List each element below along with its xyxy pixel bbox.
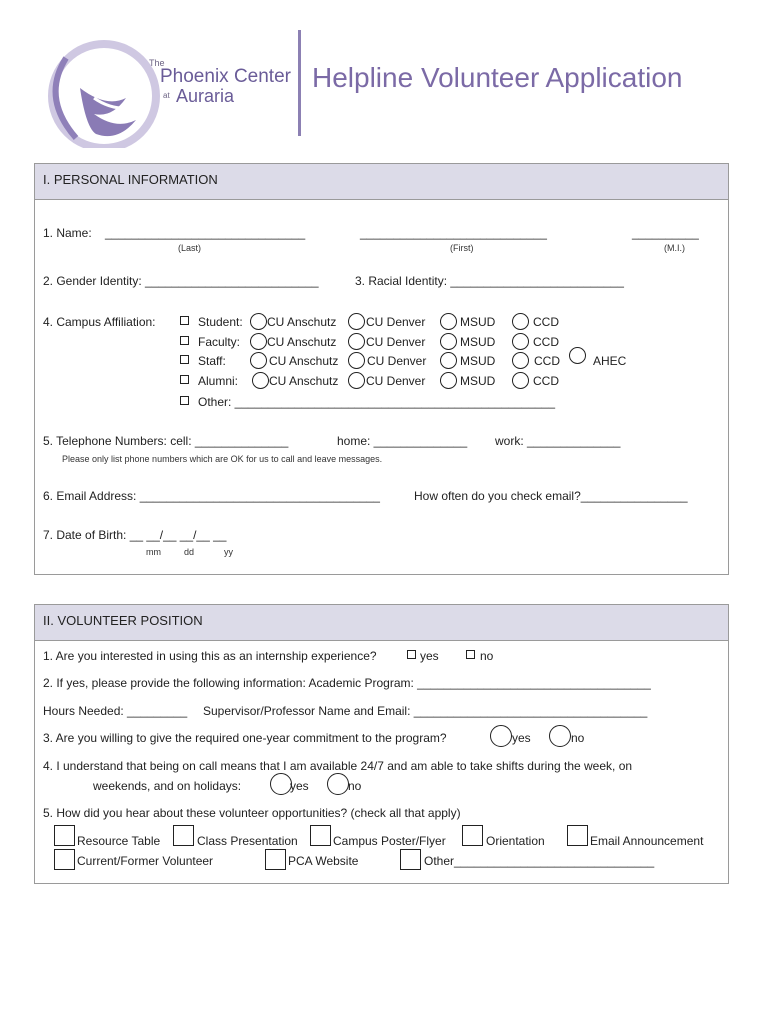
logo	[36, 38, 296, 148]
q1-yes-label: yes	[420, 649, 439, 663]
hours-needed-field[interactable]: Hours Needed: _________	[43, 704, 188, 718]
checkbox[interactable]	[265, 849, 286, 870]
checkbox[interactable]	[567, 825, 588, 846]
q4-text-line1: 4. I understand that being on call means that I am available 24/7 and am able to take shifts during the week, on	[43, 759, 633, 773]
racial-field[interactable]: 3. Racial Identity: __________________________	[355, 274, 624, 288]
radio[interactable]	[270, 773, 292, 795]
checkbox[interactable]	[54, 849, 75, 870]
radio[interactable]	[327, 773, 349, 795]
logo-place: Auraria	[176, 86, 235, 106]
dob-yy: yy	[224, 547, 233, 557]
radio[interactable]	[348, 352, 365, 369]
logo-the: The	[149, 58, 165, 68]
header-divider	[298, 30, 301, 136]
checkbox[interactable]	[462, 825, 483, 846]
radio[interactable]	[512, 313, 529, 330]
source-label: Email Announcement	[590, 834, 704, 848]
radio[interactable]	[440, 372, 457, 389]
source-label: PCA Website	[288, 854, 359, 868]
radio[interactable]	[549, 725, 571, 747]
radio[interactable]	[512, 372, 529, 389]
option-label: CCD	[533, 315, 559, 329]
option-label: AHEC	[593, 354, 627, 368]
option-label: MSUD	[460, 335, 496, 349]
supervisor-field[interactable]: Supervisor/Professor Name and Email: ___________________________________	[203, 704, 648, 718]
first-name-field[interactable]: ____________________________	[360, 226, 547, 240]
source-label: Orientation	[486, 834, 545, 848]
checkbox[interactable]	[180, 316, 189, 325]
dob-field[interactable]: 7. Date of Birth: __ __/__ __/__ __	[43, 528, 227, 542]
radio[interactable]	[440, 313, 457, 330]
q5-text: 5. How did you hear about these volunteer opportunities? (check all that apply)	[43, 806, 461, 820]
option-label: CU Denver	[367, 354, 427, 368]
q4-text-line2: weekends, and on holidays:	[93, 779, 242, 793]
q3-text: 3. Are you willing to give the required one-year commitment to the program?	[43, 731, 447, 745]
page-title: Helpline Volunteer Application	[312, 62, 683, 93]
home-phone-field[interactable]: home: ______________	[337, 434, 468, 448]
checkbox[interactable]	[180, 336, 189, 345]
last-name-field[interactable]: ______________________________	[105, 226, 306, 240]
other-source-field[interactable]: Other______________________________	[424, 854, 655, 868]
logo-at: at	[163, 91, 170, 100]
checkbox[interactable]	[173, 825, 194, 846]
row-label: Student:	[198, 315, 243, 329]
radio[interactable]	[512, 352, 529, 369]
checkbox[interactable]	[400, 849, 421, 870]
section-heading: II. VOLUNTEER POSITION	[35, 605, 728, 641]
q4-yes-label: yes	[290, 779, 309, 793]
option-label: CCD	[533, 335, 559, 349]
first-caption: (First)	[450, 243, 474, 253]
checkbox[interactable]	[466, 650, 475, 659]
dob-mm: mm	[146, 547, 161, 557]
option-label: CU Denver	[366, 335, 426, 349]
logo-name: Phoenix Center	[160, 66, 291, 87]
checkbox[interactable]	[310, 825, 331, 846]
campus-label: 4. Campus Affiliation:	[43, 315, 156, 329]
checkbox[interactable]	[180, 355, 189, 364]
q1-text: 1. Are you interested in using this as an internship experience?	[43, 649, 377, 663]
option-label: CU Anschutz	[267, 335, 337, 349]
option-label: CU Anschutz	[269, 354, 339, 368]
last-caption: (Last)	[178, 243, 202, 253]
source-label: Campus Poster/Flyer	[333, 834, 446, 848]
q3-no-label: no	[571, 731, 585, 745]
radio[interactable]	[512, 333, 529, 350]
radio[interactable]	[348, 313, 365, 330]
radio[interactable]	[348, 372, 365, 389]
work-phone-field[interactable]: work: ______________	[495, 434, 621, 448]
dob-dd: dd	[184, 547, 195, 557]
radio[interactable]	[348, 333, 365, 350]
row-label: Staff:	[198, 354, 226, 368]
radio[interactable]	[250, 313, 267, 330]
email-field[interactable]: 6. Email Address: ____________________________________	[43, 489, 380, 503]
option-label: CU Anschutz	[269, 374, 339, 388]
radio[interactable]	[440, 352, 457, 369]
option-label: MSUD	[460, 374, 496, 388]
phone-note: Please only list phone numbers which are OK for us to call and leave messages.	[62, 454, 383, 464]
checkbox[interactable]	[54, 825, 75, 846]
radio[interactable]	[250, 333, 267, 350]
mi-caption: (M.I.)	[664, 243, 685, 253]
checkbox[interactable]	[407, 650, 416, 659]
radio[interactable]	[569, 347, 586, 364]
q3-yes-label: yes	[512, 731, 531, 745]
radio[interactable]	[252, 372, 269, 389]
row-label: Faculty:	[198, 335, 241, 349]
source-label: Class Presentation	[197, 834, 298, 848]
source-label: Current/Former Volunteer	[77, 854, 214, 868]
other-field[interactable]: Other: ________________________________________________	[198, 395, 556, 409]
email-frequency-field[interactable]: How often do you check email?________________	[414, 489, 688, 503]
option-label: CU Denver	[366, 374, 426, 388]
option-label: CU Denver	[366, 315, 426, 329]
radio[interactable]	[490, 725, 512, 747]
name-label: 1. Name:	[43, 226, 92, 240]
academic-program-field[interactable]: 2. If yes, please provide the following information: Academic Program: ___________________________________	[43, 676, 651, 690]
option-label: CCD	[534, 354, 560, 368]
source-label: Resource Table	[77, 834, 161, 848]
personal-info-section	[34, 163, 729, 575]
q1-no-label: no	[480, 649, 494, 663]
phoenix-logo-icon	[36, 38, 161, 148]
row-label: Alumni:	[198, 374, 239, 388]
checkbox[interactable]	[180, 396, 189, 405]
option-label: CU Anschutz	[267, 315, 337, 329]
gender-field[interactable]: 2. Gender Identity: __________________________	[43, 274, 319, 288]
option-label: MSUD	[460, 315, 496, 329]
radio[interactable]	[440, 333, 457, 350]
q4-no-label: no	[348, 779, 362, 793]
cell-phone-field[interactable]: 5. Telephone Numbers: cell: ______________	[43, 434, 289, 448]
section-heading: I. PERSONAL INFORMATION	[35, 164, 728, 200]
option-label: MSUD	[460, 354, 496, 368]
option-label: CCD	[533, 374, 559, 388]
checkbox[interactable]	[180, 375, 189, 384]
mi-field[interactable]: __________	[632, 226, 699, 240]
radio[interactable]	[250, 352, 267, 369]
